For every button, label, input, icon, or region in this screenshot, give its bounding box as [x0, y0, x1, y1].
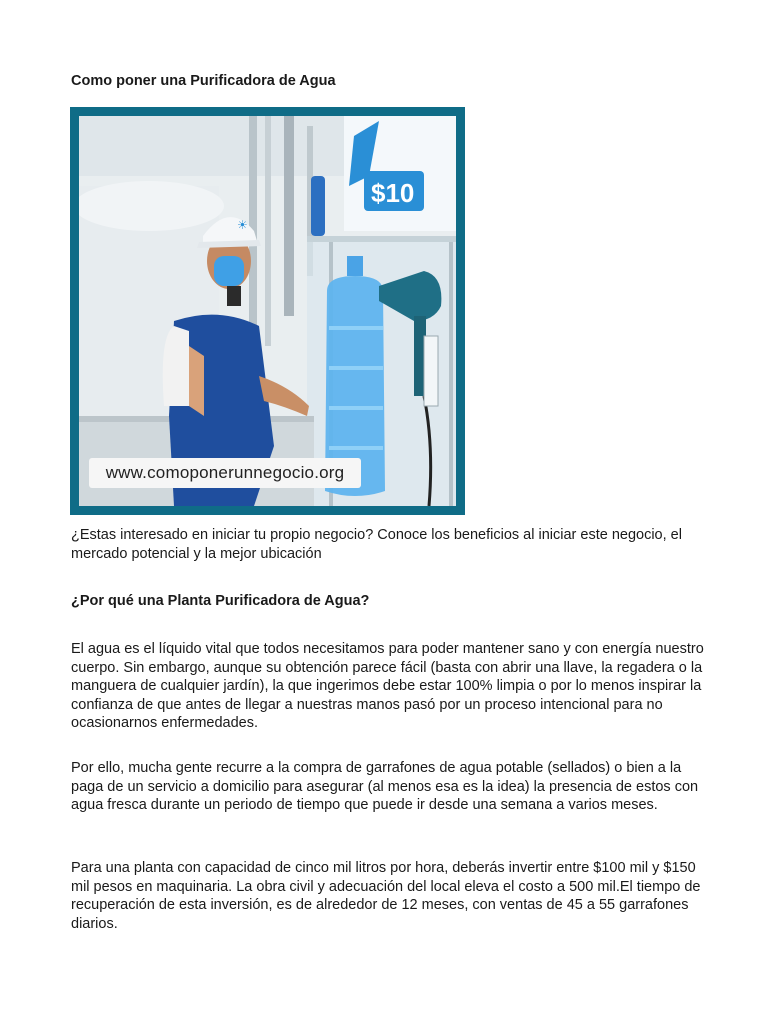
intro-paragraph: ¿Estas interesado en iniciar tu propio negocio? Conoce los beneficios al iniciar este negocio, el mercado potencial y la mejor ubicación: [71, 527, 682, 562]
section-heading: ¿Por qué una Planta Purificadora de Agua?: [71, 593, 370, 609]
water-purification-photo: [79, 116, 456, 506]
paragraph-1: El agua es el líquido vital que todos necesitamos para poder mantener sano y con energía nuestro cuerpo. Sin embargo, aunque su obtención parece fácil (basta con abrir una llave, la regadera o la manguera de cualquier jardín), la que ingerimos debe estar 100% limpia o por lo menos inspirar la confianza de que antes de llegar a nuestras manos pasó por un proceso intencional para no ocasionarnos enfermedades.: [71, 641, 704, 731]
price-sign: $10: [371, 178, 415, 208]
paragraph-3: Para una planta con capacidad de cinco mil litros por hora, deberás invertir entre $100 mil y $150 mil pesos en maquinaria. La obra civil y adecuación del local eleva el costo a 500 mil.El tiempo de recuperación de esta inversión, es de alrededor de 12 meses, con ventas de 45 a 55 garrafones diarios.: [71, 860, 701, 932]
watermark-url: www.comoponerunnegocio.org: [89, 458, 361, 488]
article-photo-frame: [70, 107, 465, 515]
document-title: Como poner una Purificadora de Agua: [71, 73, 336, 89]
article-photo: [79, 116, 456, 506]
svg-text:☀: ☀: [237, 218, 248, 232]
paragraph-2: Por ello, mucha gente recurre a la compra de garrafones de agua potable (sellados) o bien a la paga de un servicio a domicilio para asegurar (al menos esa es la idea) la presencia de estos con agua fresca durante un periodo de tiempo que puede ir desde una semana a varios meses.: [71, 760, 699, 813]
